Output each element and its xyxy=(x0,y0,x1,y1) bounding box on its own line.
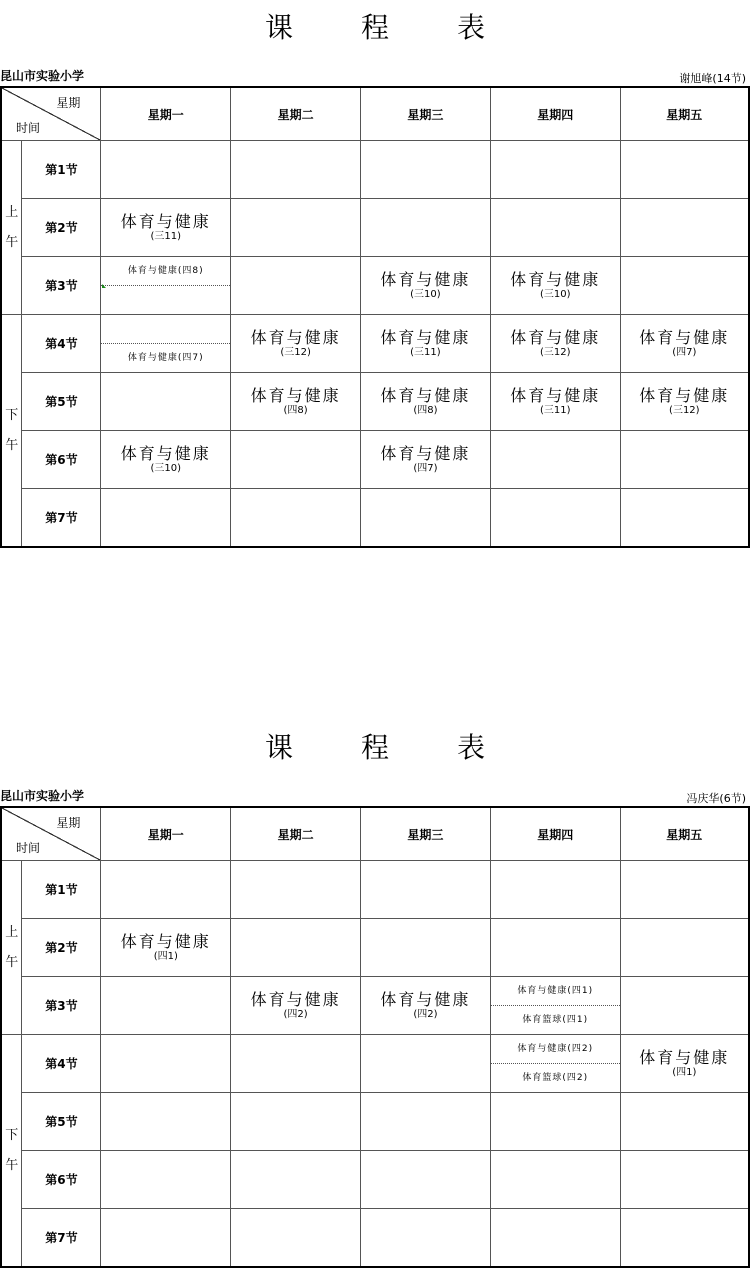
school-name: 昆山市实验小学 xyxy=(0,789,85,803)
class-entry-upper: 体育与健康(四2) xyxy=(491,1035,620,1064)
class-cell xyxy=(361,431,491,489)
class-group: (四2) xyxy=(413,1008,438,1020)
class-group: (四7) xyxy=(413,462,438,474)
empty-cell xyxy=(361,1209,491,1268)
empty-cell xyxy=(490,1151,620,1209)
class-entry-lower: 体育与健康(四7) xyxy=(127,353,204,363)
class-entry-upper: 体育与健康(四8) xyxy=(101,257,230,286)
day-header: 星期五 xyxy=(620,807,749,861)
empty-cell xyxy=(620,1151,749,1209)
empty-cell xyxy=(490,1209,620,1268)
period-label: 第4节 xyxy=(22,315,101,373)
corner-header xyxy=(1,807,101,861)
split-class-cell xyxy=(101,257,231,315)
class-group: (四8) xyxy=(413,404,438,416)
class-cell xyxy=(620,373,749,431)
class-group: (四2) xyxy=(283,1008,308,1020)
empty-cell xyxy=(620,919,749,977)
empty-cell xyxy=(101,1035,231,1093)
empty-cell xyxy=(101,141,231,199)
day-header: 星期四 xyxy=(490,807,620,861)
period-label: 第5节 xyxy=(22,373,101,431)
class-subject: 体育与健康 xyxy=(250,989,341,1009)
class-entry-lower: 体育篮球(四1) xyxy=(522,1015,589,1025)
empty-cell xyxy=(361,1151,491,1209)
day-header: 星期一 xyxy=(101,87,231,141)
day-header: 星期五 xyxy=(620,87,749,141)
class-subject: 体育与健康 xyxy=(120,211,211,231)
class-entry-lower xyxy=(101,286,230,314)
class-group: (三12) xyxy=(669,404,700,416)
period-label: 第1节 xyxy=(22,141,101,199)
class-group: (三11) xyxy=(539,404,571,416)
period-label: 第2节 xyxy=(22,199,101,257)
empty-cell xyxy=(101,1093,231,1151)
class-cell xyxy=(101,431,231,489)
sheet-title: 课 程 表 xyxy=(264,731,486,764)
class-subject: 体育与健康 xyxy=(639,385,730,405)
split-class-cell xyxy=(490,1035,620,1093)
empty-cell xyxy=(231,1209,361,1268)
schedule-table xyxy=(0,86,750,548)
empty-cell xyxy=(490,919,620,977)
comment-marker-icon xyxy=(102,284,106,288)
empty-cell xyxy=(231,489,361,548)
empty-cell xyxy=(490,431,620,489)
period-row xyxy=(1,1209,749,1268)
period-row xyxy=(1,141,749,199)
empty-cell xyxy=(361,199,491,257)
class-subject: 体育与健康 xyxy=(120,931,211,951)
empty-cell xyxy=(231,919,361,977)
class-cell xyxy=(361,315,491,373)
period-row xyxy=(1,861,749,919)
period-row xyxy=(1,373,749,431)
period-row xyxy=(1,1093,749,1151)
class-cell xyxy=(490,315,620,373)
period-row xyxy=(1,1035,749,1093)
empty-cell xyxy=(490,199,620,257)
class-cell xyxy=(490,257,620,315)
class-cell xyxy=(101,199,231,257)
empty-cell xyxy=(490,1093,620,1151)
time-axis-label: 时间 xyxy=(16,121,41,135)
teacher-name: 冯庆华(6节) xyxy=(686,792,746,805)
period-label: 第6节 xyxy=(22,1151,101,1209)
empty-cell xyxy=(101,1151,231,1209)
period-label: 第7节 xyxy=(22,1209,101,1268)
class-subject: 体育与健康 xyxy=(380,989,471,1009)
class-subject: 体育与健康 xyxy=(510,385,601,405)
period-row xyxy=(1,315,749,373)
class-subject: 体育与健康 xyxy=(380,327,471,347)
class-cell xyxy=(620,1035,749,1093)
day-axis-label: 星期 xyxy=(56,816,81,830)
class-cell xyxy=(620,315,749,373)
class-subject: 体育与健康 xyxy=(380,269,471,289)
empty-cell xyxy=(231,431,361,489)
empty-cell xyxy=(231,1035,361,1093)
period-row xyxy=(1,431,749,489)
empty-cell xyxy=(620,431,749,489)
period-label: 第5节 xyxy=(22,1093,101,1151)
teacher-name: 谢旭峰(14节) xyxy=(679,72,746,85)
class-subject: 体育与健康 xyxy=(250,327,341,347)
class-subject: 体育与健康 xyxy=(380,443,471,463)
day-header: 星期三 xyxy=(361,807,491,861)
empty-cell xyxy=(231,141,361,199)
period-row xyxy=(1,199,749,257)
class-subject: 体育与健康 xyxy=(120,443,211,463)
empty-cell xyxy=(101,861,231,919)
period-row xyxy=(1,489,749,548)
empty-cell xyxy=(361,1093,491,1151)
period-label: 第1节 xyxy=(22,861,101,919)
day-header: 星期三 xyxy=(361,87,491,141)
class-group: (三12) xyxy=(280,346,311,358)
empty-cell xyxy=(101,977,231,1035)
empty-cell xyxy=(231,861,361,919)
class-subject: 体育与健康 xyxy=(639,1047,730,1067)
empty-cell xyxy=(620,861,749,919)
class-group: (四1) xyxy=(672,1066,697,1078)
empty-cell xyxy=(361,141,491,199)
empty-cell xyxy=(101,489,231,548)
time-axis-label: 时间 xyxy=(16,841,41,855)
class-subject: 体育与健康 xyxy=(250,385,341,405)
empty-cell xyxy=(231,1151,361,1209)
day-header: 星期四 xyxy=(490,87,620,141)
schedule-table xyxy=(0,806,750,1268)
class-group: (三10) xyxy=(539,288,571,300)
empty-cell xyxy=(361,1035,491,1093)
class-cell xyxy=(361,257,491,315)
morning-label: 上 午 xyxy=(1,861,22,1035)
empty-cell xyxy=(231,1093,361,1151)
class-cell xyxy=(361,373,491,431)
period-row xyxy=(1,977,749,1035)
class-subject: 体育与健康 xyxy=(639,327,730,347)
period-row xyxy=(1,257,749,315)
empty-cell xyxy=(231,199,361,257)
empty-cell xyxy=(490,861,620,919)
day-header: 星期二 xyxy=(231,87,361,141)
class-entry-upper: 体育与健康(四1) xyxy=(491,977,620,1006)
period-label: 第3节 xyxy=(22,977,101,1035)
period-row xyxy=(1,919,749,977)
empty-cell xyxy=(620,977,749,1035)
class-group: (三10) xyxy=(410,288,441,300)
morning-label: 上 午 xyxy=(1,141,22,315)
empty-cell xyxy=(620,257,749,315)
empty-cell xyxy=(620,489,749,548)
empty-cell xyxy=(620,1093,749,1151)
class-cell xyxy=(101,919,231,977)
split-class-cell xyxy=(101,315,231,373)
class-group: (四7) xyxy=(672,346,697,358)
sheet-title: 课 程 表 xyxy=(264,11,486,44)
empty-cell xyxy=(620,199,749,257)
class-cell xyxy=(490,373,620,431)
class-entry-upper xyxy=(101,315,230,344)
class-cell xyxy=(231,373,361,431)
empty-cell xyxy=(490,141,620,199)
class-group: (三11) xyxy=(410,346,441,358)
class-subject: 体育与健康 xyxy=(510,327,601,347)
period-label: 第6节 xyxy=(22,431,101,489)
empty-cell xyxy=(101,1209,231,1268)
class-cell xyxy=(231,977,361,1035)
class-group: (三12) xyxy=(539,346,571,358)
empty-cell xyxy=(620,1209,749,1268)
empty-cell xyxy=(361,919,491,977)
period-label: 第3节 xyxy=(22,257,101,315)
corner-header xyxy=(1,87,101,141)
class-cell xyxy=(361,977,491,1035)
empty-cell xyxy=(231,257,361,315)
period-label: 第2节 xyxy=(22,919,101,977)
split-class-cell xyxy=(490,977,620,1035)
day-header: 星期一 xyxy=(101,807,231,861)
afternoon-label: 下 午 xyxy=(1,315,22,548)
class-subject: 体育与健康 xyxy=(380,385,471,405)
day-axis-label: 星期 xyxy=(56,96,81,110)
period-label: 第7节 xyxy=(22,489,101,548)
period-row xyxy=(1,1151,749,1209)
header-row xyxy=(1,87,749,141)
period-label: 第4节 xyxy=(22,1035,101,1093)
empty-cell xyxy=(101,373,231,431)
school-name: 昆山市实验小学 xyxy=(0,69,85,83)
class-subject: 体育与健康 xyxy=(510,269,601,289)
class-group: (三11) xyxy=(150,230,182,242)
class-cell xyxy=(231,315,361,373)
class-group: (四8) xyxy=(283,404,308,416)
class-entry-lower: 体育篮球(四2) xyxy=(522,1073,589,1083)
empty-cell xyxy=(361,861,491,919)
afternoon-label: 下 午 xyxy=(1,1035,22,1268)
empty-cell xyxy=(490,489,620,548)
class-group: (三10) xyxy=(150,462,182,474)
day-header: 星期二 xyxy=(231,807,361,861)
empty-cell xyxy=(361,489,491,548)
empty-cell xyxy=(620,141,749,199)
class-group: (四1) xyxy=(153,950,178,962)
header-row xyxy=(1,807,749,861)
